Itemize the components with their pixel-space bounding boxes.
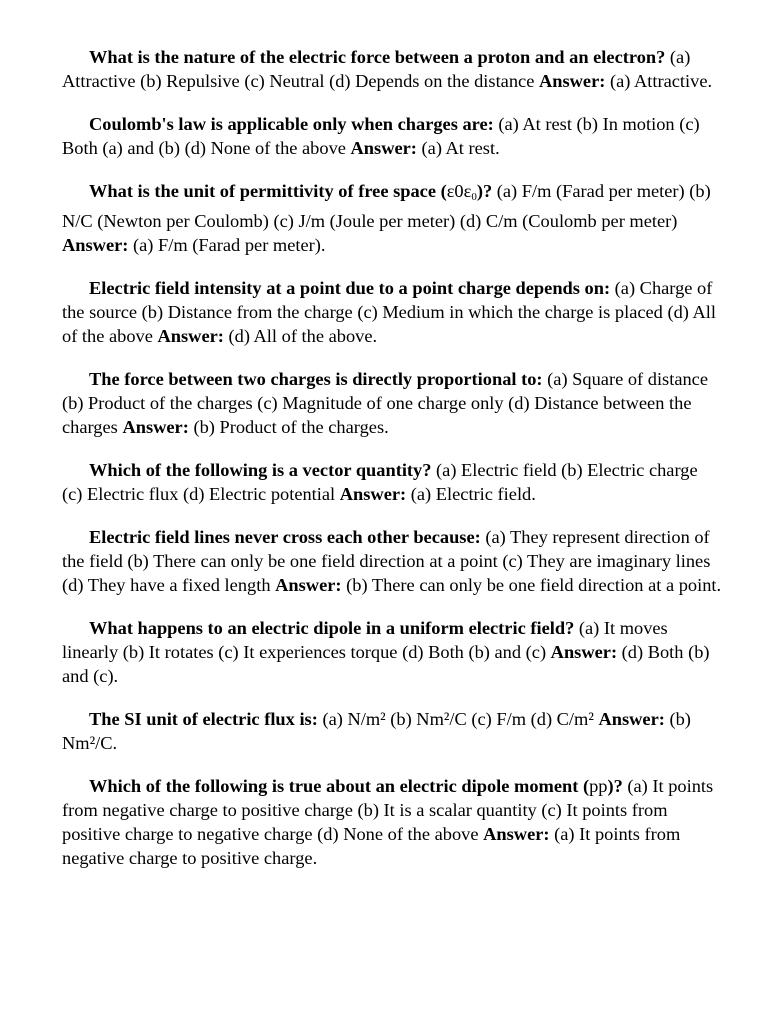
document-body [62,45,722,889]
question-text: What happens to an electric dipole in a uniform electric field? [89,618,575,638]
question-text [89,776,623,796]
question-options: (a) F/m (Farad per meter) (b) N/C (Newton per Coulomb) (c) J/m (Joule per meter) (d) C/m (Coulomb per meter) [62,181,711,231]
answer-text: (a) Attractive. [605,71,713,91]
question-text: Coulomb's law is applicable only when charges are: [89,114,494,134]
answer-label: Answer: [483,824,550,844]
answer-text: (b) Nm²/C. [62,709,691,753]
answer-text: (a) F/m (Farad per meter). [128,235,326,255]
question-options: (a) They represent direction of the field (b) There can only be one field direction at a point (c) They are imaginary lines (d) They have a fixed length [62,527,711,595]
answer-label: Answer: [62,235,129,255]
answer-label: Answer: [550,642,618,662]
question-options: (a) At rest (b) In motion (c) Both (a) and (b) (d) None of the above [62,114,700,158]
answer-text: (a) Electric field. [406,484,536,504]
question-6 [62,458,722,506]
answer-label: Answer: [598,709,665,729]
answer-label: Answer: [157,326,224,346]
math-symbol: ε0ε [446,181,472,201]
question-1 [62,45,722,93]
question-options: (a) It moves linearly (b) It rotates (c) It experiences torque (d) Both (b) and (c) [62,618,668,662]
question-10 [62,774,722,870]
question-8 [62,616,722,688]
question-text-end: )? [476,181,493,201]
question-text: Which of the following is a vector quantity? [89,460,432,480]
question-5 [62,367,722,439]
question-options: (a) N/m² (b) Nm²/C (c) F/m (d) C/m² [317,709,599,729]
question-options: (a) It points from negative charge to positive charge (b) It is a scalar quantity (c) It points from positive charge to negative charge (d) None of the above [62,776,714,844]
math-subscript: 0 [471,191,477,203]
question-text-start: What is the unit of permittivity of free space ( [89,181,447,201]
answer-label: Answer: [122,417,189,437]
answer-text: (a) It points from negative charge to positive charge. [62,824,681,868]
question-text [89,181,492,201]
question-text: The SI unit of electric flux is: [89,709,318,729]
answer-label: Answer: [350,138,417,158]
question-options: (a) Square of distance (b) Product of the charges (c) Magnitude of one charge only (d) Distance between the charges [62,369,709,437]
question-4 [62,276,722,348]
question-options: (a) Electric field (b) Electric charge (c) Electric flux (d) Electric potential [62,460,698,504]
question-text: What is the nature of the electric force between a proton and an electron? [89,47,666,67]
math-symbol: pp [589,776,608,796]
question-2 [62,112,722,160]
answer-label: Answer: [275,575,342,595]
answer-text: (b) There can only be one field direction at a point. [341,575,722,595]
question-text-end: )? [607,776,623,796]
answer-text: (a) At rest. [416,138,500,158]
question-text-start: Which of the following is true about an electric dipole moment ( [89,776,590,796]
answer-label: Answer: [538,71,606,91]
answer-text: (b) Product of the charges. [188,417,389,437]
question-text: Electric field intensity at a point due to a point charge depends on: [89,278,611,298]
question-3 [62,179,722,257]
answer-text: (d) Both (b) and (c). [62,642,710,686]
question-text: Electric field lines never cross each other because: [89,527,481,547]
question-text: The force between two charges is directly proportional to: [89,369,543,389]
answer-text: (d) All of the above. [223,326,378,346]
question-7 [62,525,722,597]
question-options: (a) Attractive (b) Repulsive (c) Neutral (d) Depends on the distance [62,47,691,91]
question-options: (a) Charge of the source (b) Distance from the charge (c) Medium in which the charge is placed (d) All of the above [62,278,716,346]
question-9 [62,707,722,755]
answer-label: Answer: [339,484,407,504]
